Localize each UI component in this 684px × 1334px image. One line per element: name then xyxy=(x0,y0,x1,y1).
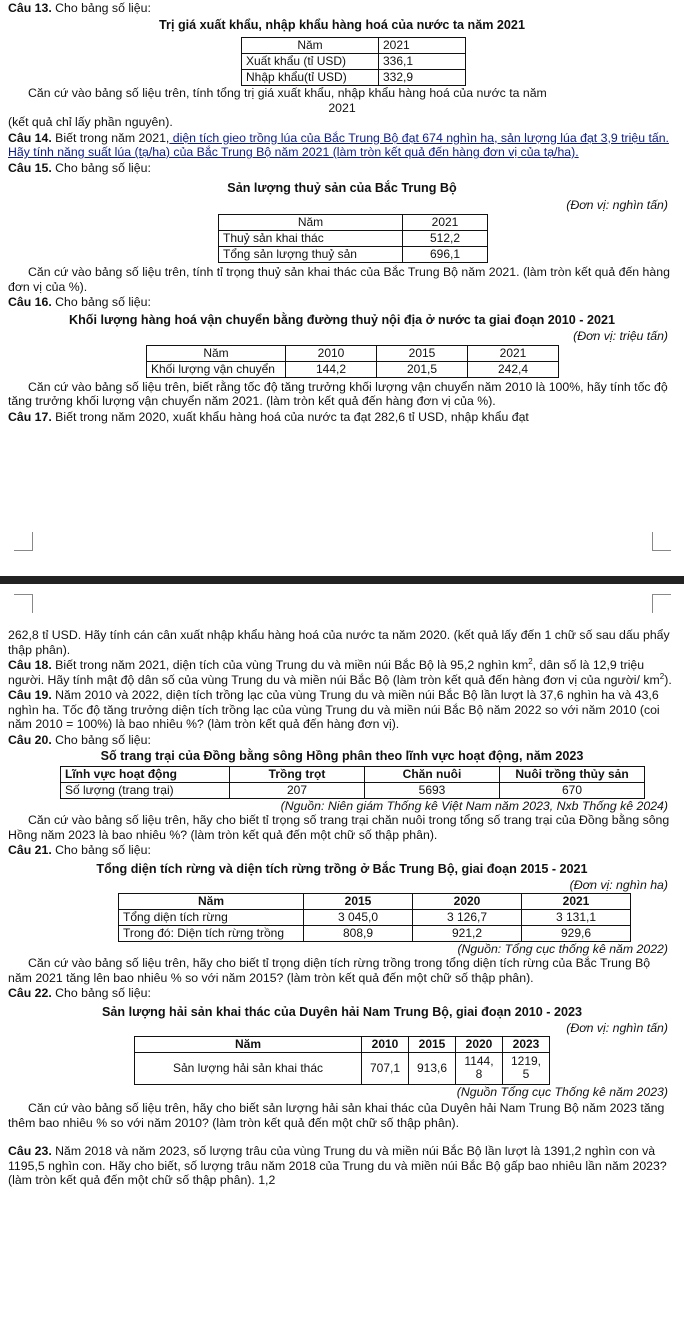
table-cell: 921,2 xyxy=(413,925,522,941)
q15-table xyxy=(218,214,488,263)
q16-label: Câu 16. xyxy=(8,295,52,309)
q22-table xyxy=(134,1036,550,1085)
table-cell: Thuỷ sản khai thác xyxy=(219,231,403,247)
q17-text-a xyxy=(8,410,676,425)
table-cell: Nuôi trồng thủy sản xyxy=(500,766,645,782)
q19-text xyxy=(8,688,676,732)
q20-label: Câu 20. xyxy=(8,732,52,747)
table-cell: Tổng sản lượng thuỷ sản xyxy=(219,247,403,263)
q21-label: Câu 21. xyxy=(8,843,52,857)
table-cell: Năm xyxy=(242,38,379,54)
table-cell: 707,1 xyxy=(362,1052,409,1084)
page-1-content xyxy=(8,1,676,424)
table-cell: 3 126,7 xyxy=(413,909,522,925)
table-row xyxy=(135,1052,550,1084)
q13-intro: Cho bảng số liệu: xyxy=(55,1,151,15)
table-row xyxy=(147,361,559,377)
table-cell: 1144, 8 xyxy=(456,1052,503,1084)
q13-heading xyxy=(8,1,676,16)
page-corner-mark xyxy=(14,594,33,613)
table-cell: Năm xyxy=(119,893,304,909)
table-cell: Khối lượng vận chuyển xyxy=(147,361,286,377)
table-row xyxy=(61,782,645,798)
table-cell: 512,2 xyxy=(403,231,488,247)
table-row xyxy=(242,54,466,70)
table-cell: 336,1 xyxy=(379,54,466,70)
table-cell: 670 xyxy=(500,782,645,798)
table-cell: Tổng diện tích rừng xyxy=(119,909,304,925)
q21-source: (Nguồn: Tổng cục thống kê năm 2022) xyxy=(457,941,668,956)
table-cell: Số lượng (trang trại) xyxy=(61,782,230,798)
table-cell: 913,6 xyxy=(409,1052,456,1084)
q15-heading xyxy=(8,161,676,176)
q13-label: Câu 13. xyxy=(8,1,52,15)
table-cell: 5693 xyxy=(365,782,500,798)
page-2-content xyxy=(8,628,676,1188)
table-cell: 2023 xyxy=(503,1036,550,1052)
table-cell: 2015 xyxy=(304,893,413,909)
table-cell: 2020 xyxy=(456,1036,503,1052)
table-row xyxy=(61,766,645,782)
q22-label: Câu 22. xyxy=(8,986,52,1000)
q16-heading xyxy=(8,295,676,310)
table-cell: 242,4 xyxy=(468,361,559,377)
q17-text-b: 262,8 tỉ USD. Hãy tính cán cân xuất nhập khẩu hàng hoá của nước ta năm 2020. (kết quả lấy đến 1 chữ số sau dấu phẩy thập phân). xyxy=(8,628,670,657)
table-cell: Lĩnh vực hoạt động xyxy=(61,766,230,782)
table-row xyxy=(119,893,631,909)
table-cell: 1219, 5 xyxy=(503,1052,550,1084)
q13-table xyxy=(241,37,466,86)
q17-text-a-content: Biết trong năm 2020, xuất khẩu hàng hoá của nước ta đạt 282,6 tỉ USD, nhập khẩu đạt xyxy=(55,409,529,424)
q13-title: Trị giá xuất khẩu, nhập khẩu hàng hoá của nước ta năm 2021 xyxy=(159,17,525,32)
table-cell: Nhập khẩu(tỉ USD) xyxy=(242,70,379,86)
table-row xyxy=(119,925,631,941)
q14-text-underlined: diện tích gieo trồng lúa của Bắc Trung Bộ đạt 674 nghìn ha, sản lượng lúa đạt 3,9 triệu tấn. Hãy tính năng suất lúa (tạ/ha) của Bắc Trung Bộ năm 2021 (làm tròn kết quả đến hàng đơn vị của tạ/ha). xyxy=(8,130,669,159)
q14-text-plain: Biết trong năm 2021, xyxy=(55,130,170,145)
table-cell: 207 xyxy=(230,782,365,798)
q15-unit: (Đơn vị: nghìn tấn) xyxy=(566,197,668,212)
q18-label: Câu 18. xyxy=(8,658,52,672)
table-cell: 2021 xyxy=(468,345,559,361)
table-cell: Sản lượng hải sản khai thác xyxy=(135,1052,362,1084)
table-cell: 3 131,1 xyxy=(522,909,631,925)
q18-text-c: ). xyxy=(664,672,672,687)
table-cell: 144,2 xyxy=(286,361,377,377)
table-row xyxy=(119,909,631,925)
q18-text-a: Biết trong năm 2021, diện tích của vùng Trung du và miền núi Bắc Bộ là 95,2 nghìn km xyxy=(55,658,529,672)
q20-source: (Nguồn: Niên giám Thống kê Việt Nam năm 2023, Nxb Thống kê 2024) xyxy=(280,798,668,813)
q18-text xyxy=(8,658,676,687)
page-corner-mark xyxy=(14,532,33,551)
q22-heading xyxy=(8,986,676,1001)
q16-title: Khối lượng hàng hoá vận chuyển bằng đường thuỷ nội địa ở nước ta giai đoạn 2010 - 2021 xyxy=(68,312,615,327)
table-row xyxy=(242,70,466,86)
table-cell: Chăn nuôi xyxy=(365,766,500,782)
page-1 xyxy=(0,0,684,570)
page-2 xyxy=(0,590,684,1334)
q17-label: Câu 17. xyxy=(8,409,52,424)
q20-heading xyxy=(8,733,676,748)
table-row xyxy=(219,247,488,263)
table-cell: 696,1 xyxy=(403,247,488,263)
q22-unit: (Đơn vị: nghìn tấn) xyxy=(566,1021,668,1035)
table-cell: 808,9 xyxy=(304,925,413,941)
q15-intro: Cho bảng số liệu: xyxy=(55,160,151,175)
q22-text: Căn cứ vào bảng số liệu trên, hãy cho biết sản lượng hải sản khai thác của Duyên hải Nam Trung Bộ năm 2023 tăng thêm bao nhiêu % so với năm 2010? (làm tròn kết quả đến một chữ số thập phân). xyxy=(8,1101,665,1130)
q20-intro: Cho bảng số liệu: xyxy=(55,732,151,747)
page-divider xyxy=(0,576,684,584)
q15-text: Căn cứ vào bảng số liệu trên, tính tỉ trọng thuỷ sản khai thác của Bắc Trung Bộ năm 2021. (làm tròn kết quả đến hàng đơn vị của %). xyxy=(8,265,670,294)
table-row xyxy=(219,231,488,247)
table-cell: 2021 xyxy=(403,215,488,231)
q15-label: Câu 15. xyxy=(8,160,52,175)
q20-text: Căn cứ vào bảng số liệu trên, hãy cho biết tỉ trọng số trang trại chăn nuôi trong tổng số trang trại của Đồng bằng sông Hồng năm 2023 là bao nhiêu %? (làm tròn kết quả đến một chữ số thập phân). xyxy=(8,813,670,842)
q21-text: Căn cứ vào bảng số liệu trên, hãy cho biết tỉ trọng diện tích rừng trồng trong tổng diện tích rừng của Bắc Trung Bộ năm 2021 tăng lên bao nhiêu % so với năm 2015? (làm tròn kết quả đến một chữ số thập phân). xyxy=(8,956,651,985)
q23-text-content: Năm 2018 và năm 2023, số lượng trâu của vùng Trung du và miền núi Bắc Bộ lần lượt là 1391,2 nghìn con và 1195,5 nghìn con. Hãy cho biết, số lượng trâu năm 2018 của Trung du và miền núi Bắc Bộ gấp bao nhiêu lần năm 2023? (làm tròn kết quả đến một chữ số thập phân). 1,2 xyxy=(8,1144,667,1187)
q21-unit: (Đơn vị: nghìn ha) xyxy=(569,878,668,892)
table-cell: Năm xyxy=(135,1036,362,1052)
table-row xyxy=(135,1036,550,1052)
q16-intro: Cho bảng số liệu: xyxy=(55,295,151,309)
q23-label: Câu 23. xyxy=(8,1144,52,1158)
table-cell: 332,9 xyxy=(379,70,466,86)
table-cell: 929,6 xyxy=(522,925,631,941)
table-row xyxy=(219,215,488,231)
q19-label: Câu 19. xyxy=(8,688,52,702)
table-cell: 2015 xyxy=(377,345,468,361)
superscript: 2 xyxy=(659,671,665,681)
q14-text xyxy=(8,131,676,160)
table-cell: 2021 xyxy=(522,893,631,909)
q21-title: Tổng diện tích rừng và diện tích rừng trồng ở Bắc Trung Bộ, giai đoạn 2015 - 2021 xyxy=(96,861,588,876)
table-row xyxy=(242,38,466,54)
table-cell: Xuất khẩu (tỉ USD) xyxy=(242,54,379,70)
table-cell: Trồng trọt xyxy=(230,766,365,782)
table-cell: 2020 xyxy=(413,893,522,909)
q13-text: Căn cứ vào bảng số liệu trên, tính tổng trị giá xuất khẩu, nhập khẩu hàng hoá của nước ta năm xyxy=(28,86,547,100)
superscript: 2 xyxy=(528,656,533,666)
q22-intro: Cho bảng số liệu: xyxy=(55,986,151,1000)
q22-source: (Nguồn Tổng cục Thống kê năm 2023) xyxy=(456,1084,668,1099)
q21-intro: Cho bảng số liệu: xyxy=(55,843,151,857)
q20-table xyxy=(60,766,645,799)
table-cell: 2015 xyxy=(409,1036,456,1052)
q16-unit: (Đơn vị: triệu tấn) xyxy=(573,329,668,343)
q21-table xyxy=(118,893,631,942)
q14-label: Câu 14. xyxy=(8,130,52,145)
q22-title: Sản lượng hải sản khai thác của Duyên hải Nam Trung Bộ, giai đoạn 2010 - 2023 xyxy=(102,1004,582,1019)
q21-heading xyxy=(8,843,676,858)
table-cell: 3 045,0 xyxy=(304,909,413,925)
q20-title: Số trang trại của Đồng bằng sông Hồng phân theo lĩnh vực hoạt động, năm 2023 xyxy=(100,749,584,763)
q16-text: Căn cứ vào bảng số liệu trên, biết rằng tốc độ tăng trưởng khối lượng vận chuyển năm 2010 là 100%, hãy tính tốc độ tăng trưởng khối lượng vận chuyển năm 2021. (làm tròn kết quả đến hàng đơn vị của %). xyxy=(8,379,668,408)
table-cell: Trong đó: Diện tích rừng trồng xyxy=(119,925,304,941)
q23-text xyxy=(8,1144,676,1188)
q16-table xyxy=(146,345,559,378)
page-corner-mark xyxy=(652,532,671,551)
table-cell: Năm xyxy=(219,215,403,231)
table-row xyxy=(147,345,559,361)
q19-text-content: Năm 2010 và 2022, diện tích trồng lạc của vùng Trung du và miền núi Bắc Bộ lần lượt là 37,6 nghìn ha và 43,6 nghìn ha. Tốc độ tăng trưởng diện tích trồng lạc của vùng Trung du và miền núi Bắc Bộ năm 2022 so với năm 2010 (coi năm 2010 = 100%) là bao nhiêu %? (làm tròn kết quả đến hàng đơn vị). xyxy=(8,688,660,731)
q13-note: (kết quả chỉ lấy phần nguyên). xyxy=(8,115,173,129)
q13-text-year: 2021 xyxy=(328,100,356,115)
page-corner-mark xyxy=(652,594,671,613)
table-cell: 2021 xyxy=(379,38,466,54)
q15-title: Sản lượng thuỷ sản của Bắc Trung Bộ xyxy=(227,181,457,195)
q18-text-b: , dân số là 12,9 triệu người. Hãy tính mật độ dân số của vùng Trung du và miền núi Bắc Bộ (làm tròn kết quả đến hàng đơn vị của người/ km xyxy=(8,658,660,687)
table-cell: Năm xyxy=(147,345,286,361)
table-cell: 2010 xyxy=(362,1036,409,1052)
table-cell: 201,5 xyxy=(377,361,468,377)
table-cell: 2010 xyxy=(286,345,377,361)
